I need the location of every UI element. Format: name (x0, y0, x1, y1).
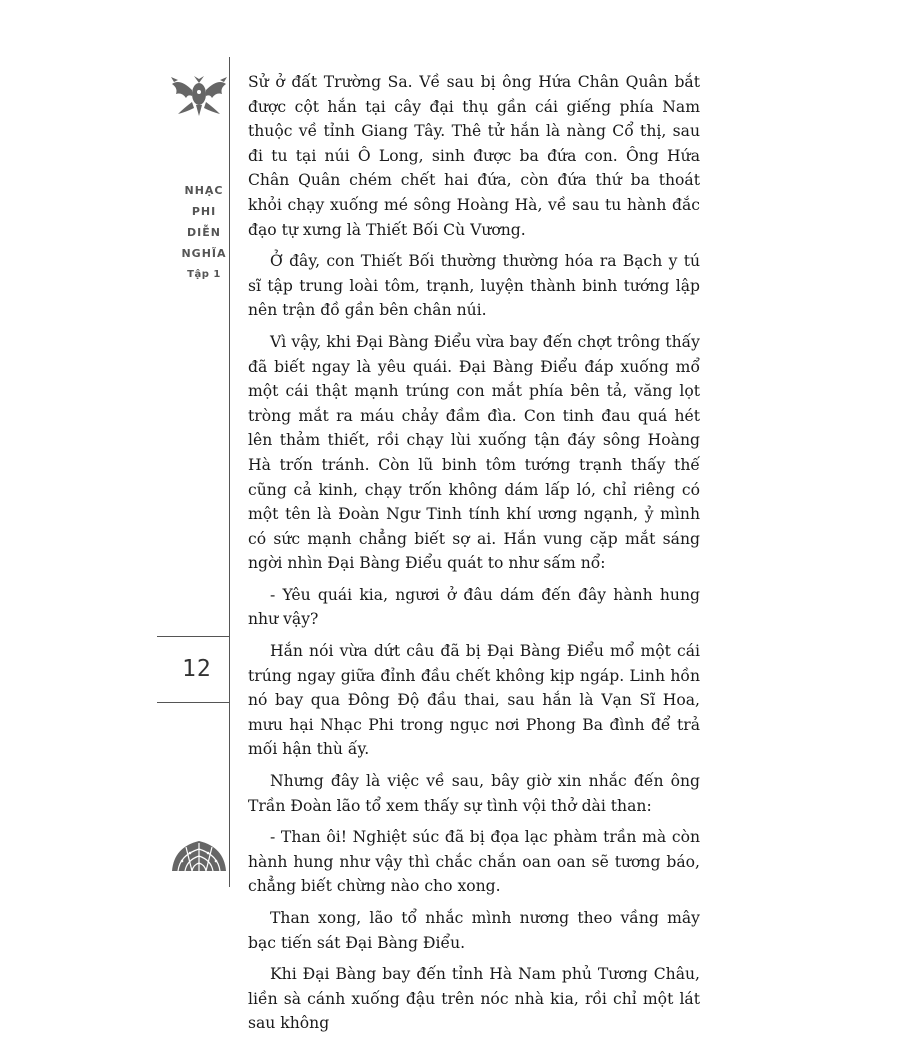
book-title-line: DIỄN (187, 226, 221, 239)
book-title-line: NHẠC (184, 184, 224, 197)
page-number-rule-top (157, 636, 229, 637)
book-title-line: NGHĨA (181, 247, 227, 260)
paragraph: Vì vậy, khi Đại Bàng Điểu vừa bay đến chợt trông thấy đã biết ngay là yêu quái. Đại Bàng Điểu đáp xuống mổ một cái thật mạnh trúng con mắt phía bên tả, văng lọt tròng mắt ra máu chảy đầm đìa. Con tinh đau quá hét lên thảm thiết, rồi chạy lùi xuống tận đáy sông Hoàng Hà trốn tránh. Còn lũ binh tôm tướng trạnh thấy thế cũng cả kinh, chạy trốn không dám lấp ló, chỉ riêng có một tên là Đoàn Ngư Tinh tính khí ương ngạnh, ỷ mình có sức mạnh chẳng biết sợ ai. Hắn vung cặp mắt sáng ngời nhìn Đại Bàng Điểu quát to như sấm nổ: (248, 332, 700, 573)
paragraph: - Than ôi! Nghiệt súc đã bị đọa lạc phàm trần mà còn hành hung như vậy thì chắc chắn oan oan sẽ tương báo, chẳng biết chừng nào cho xong. (248, 828, 700, 896)
paragraph: Hắn nói vừa dứt câu đã bị Đại Bàng Điểu mổ một cái trúng ngay giữa đỉnh đầu chết không kịp ngáp. Linh hồn nó bay qua Đông Độ đầu thai, sau hắn là Vạn Sĩ Hoa, mưu hại Nhạc Phi trong ngục nơi Phong Ba đình để trả mối hận thù ấy. (248, 642, 700, 759)
paragraph: Sử ở đất Trường Sa. Về sau bị ông Hứa Chân Quân bắt được cột hắn tại cây đại thụ gần cái giếng phía Nam thuộc về tỉnh Giang Tây. Thê tử hắn là nàng Cổ thị, sau đi tu tại núi Ô Long, sinh được ba đứa con. Ông Hứa Chân Quân chém chết hai đứa, còn đứa thứ ba thoát khỏi chạy xuống mé sông Hoàng Hà, về sau tu hành đắc đạo tự xưng là Thiết Bối Cù Vương. (248, 73, 700, 239)
paragraph: Khi Đại Bàng bay đến tỉnh Hà Nam phủ Tương Châu, liền sà cánh xuống đậu trên nóc nhà kia, rồi chỉ một lát sau không (248, 965, 700, 1033)
body-text (248, 70, 700, 1043)
book-title-line: PHI (191, 205, 217, 218)
book-title (178, 180, 230, 285)
paragraph: Ở đây, con Thiết Bối thường thường hóa ra Bạch y tú sĩ tập trung loài tôm, trạnh, luyện thành binh tướng lập nên trận đồ gần bên chân núi. (248, 252, 700, 320)
paragraph: - Yêu quái kia, ngươi ở đâu dám đến đây hành hung như vậy? (248, 585, 700, 629)
page-number: 12 (182, 656, 212, 682)
bird-ornament-icon (170, 68, 228, 118)
page-number-rule-bottom (157, 702, 229, 703)
volume-label: Tập 1 (187, 269, 221, 280)
paragraph: Than xong, lão tổ nhắc mình nương theo vầng mây bạc tiến sát Đại Bàng Điểu. (248, 909, 700, 952)
lotus-ornament-icon (170, 833, 228, 873)
paragraph: Nhưng đây là việc về sau, bây giờ xin nhắc đến ông Trần Đoàn lão tổ xem thấy sự tình vội thở dài than: (248, 772, 700, 815)
